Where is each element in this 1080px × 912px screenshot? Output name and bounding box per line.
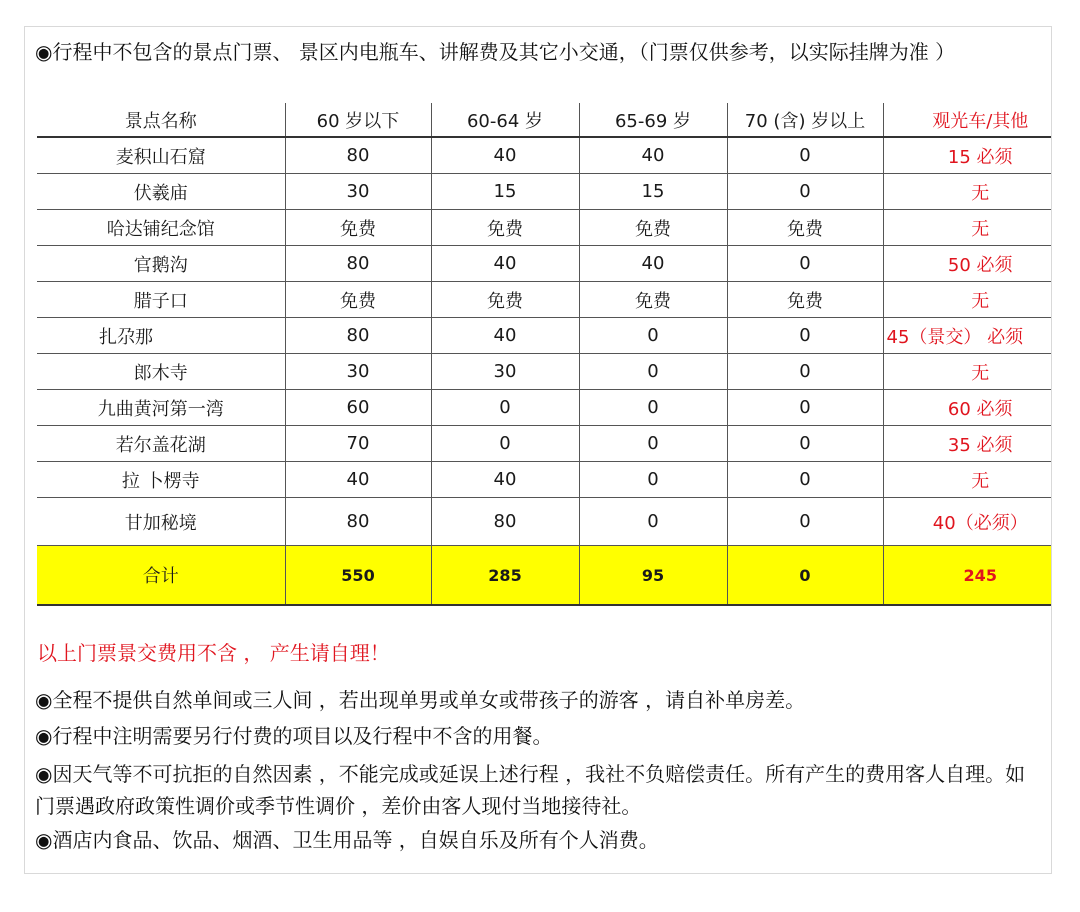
total-70-plus: 0 [727, 546, 883, 606]
price-cell: 80 [285, 246, 431, 282]
price-cell: 0 [727, 137, 883, 174]
total-label: 合计 [37, 546, 285, 606]
shuttle-cell: 50 必须 [883, 246, 1052, 282]
table-row [37, 390, 1052, 426]
header-shuttle-other: 观光车/其他 [883, 103, 1052, 137]
exclusions-intro: ◉行程中不包含的景点门票、 景区内电瓶车、讲解费及其它小交通，（门票仅供参考，以实际挂牌为准 ） [35, 40, 956, 64]
total-row [37, 546, 1052, 606]
table-row [37, 318, 1052, 354]
total-shuttle: 245 [883, 546, 1052, 606]
price-cell: 15 [579, 174, 727, 210]
attraction-name: 扎尕那 [37, 318, 285, 354]
table-row [37, 426, 1052, 462]
table-row [37, 462, 1052, 498]
header-70-plus: 70 (含) 岁以上 [727, 103, 883, 137]
note-item: ◉全程不提供自然单间或三人间 ，若出现单男或单女或带孩子的游客 ，请自补单房差。 [35, 688, 806, 712]
note-item: ◉因天气等不可抗拒的自然因素 ，不能完成或延误上述行程 ，我社不负赔偿责任。所有产生的费用客人自理。如门票遇政府政策性调价或季节性调价 ，差价由客人现付当地接待社。 [35, 762, 1026, 818]
price-cell: 0 [727, 498, 883, 546]
shuttle-cell: 45（景交） 必须 [883, 318, 1052, 354]
table-row [37, 282, 1052, 318]
price-cell: 免费 [285, 282, 431, 318]
price-cell: 免费 [727, 210, 883, 246]
shuttle-cell: 无 [883, 210, 1052, 246]
total-60-64: 285 [431, 546, 579, 606]
shuttle-cell: 60 必须 [883, 390, 1052, 426]
table-row [37, 498, 1052, 546]
header-60-64: 60-64 岁 [431, 103, 579, 137]
price-cell: 0 [579, 354, 727, 390]
price-cell: 40 [431, 246, 579, 282]
price-cell: 40 [579, 137, 727, 174]
price-cell: 0 [579, 498, 727, 546]
attraction-name: 伏羲庙 [37, 174, 285, 210]
price-cell: 免费 [285, 210, 431, 246]
table-row [37, 246, 1052, 282]
shuttle-cell: 35 必须 [883, 426, 1052, 462]
shuttle-cell: 15 必须 [883, 137, 1052, 174]
price-cell: 80 [431, 498, 579, 546]
price-cell: 40 [431, 318, 579, 354]
price-cell: 70 [285, 426, 431, 462]
attraction-name: 若尔盖花湖 [37, 426, 285, 462]
document-frame [24, 26, 1052, 874]
price-cell: 0 [727, 462, 883, 498]
table-row [37, 354, 1052, 390]
price-cell: 0 [727, 318, 883, 354]
price-cell: 40 [285, 462, 431, 498]
note-item: ◉酒店内食品、饮品、烟酒、卫生用品等 ，自娱自乐及所有个人消费。 [35, 828, 659, 852]
table-row [37, 210, 1052, 246]
price-cell: 0 [579, 318, 727, 354]
shuttle-cell: 无 [883, 462, 1052, 498]
price-cell: 0 [727, 426, 883, 462]
price-cell: 0 [579, 462, 727, 498]
shuttle-cell: 40（必须） [883, 498, 1052, 546]
shuttle-cell: 无 [883, 354, 1052, 390]
price-cell: 0 [727, 246, 883, 282]
price-cell: 0 [579, 390, 727, 426]
table-header-row [37, 103, 1052, 137]
price-cell: 免费 [579, 282, 727, 318]
price-cell: 0 [727, 354, 883, 390]
shuttle-cell: 无 [883, 282, 1052, 318]
attraction-name: 九曲黄河第一湾 [37, 390, 285, 426]
attraction-name: 官鹅沟 [37, 246, 285, 282]
total-under-60: 550 [285, 546, 431, 606]
attraction-name: 腊子口 [37, 282, 285, 318]
shuttle-cell: 无 [883, 174, 1052, 210]
price-cell: 30 [431, 354, 579, 390]
price-cell: 40 [579, 246, 727, 282]
price-cell: 免费 [727, 282, 883, 318]
attraction-name: 甘加秘境 [37, 498, 285, 546]
price-cell: 30 [285, 174, 431, 210]
price-cell: 40 [431, 137, 579, 174]
notes-list [35, 682, 1045, 858]
price-cell: 60 [285, 390, 431, 426]
price-cell: 80 [285, 137, 431, 174]
attraction-name: 拉 卜楞寺 [37, 462, 285, 498]
price-cell: 免费 [431, 210, 579, 246]
price-cell: 30 [285, 354, 431, 390]
price-cell: 0 [431, 426, 579, 462]
attraction-name: 哈达铺纪念馆 [37, 210, 285, 246]
price-cell: 0 [579, 426, 727, 462]
note-item: ◉行程中注明需要另行付费的项目以及行程中不含的用餐。 [35, 724, 553, 748]
header-under-60: 60 岁以下 [285, 103, 431, 137]
price-cell: 免费 [431, 282, 579, 318]
price-cell: 80 [285, 318, 431, 354]
price-cell: 免费 [579, 210, 727, 246]
header-attraction: 景点名称 [37, 103, 285, 137]
total-65-69: 95 [579, 546, 727, 606]
attraction-name: 郎木寺 [37, 354, 285, 390]
table-row [37, 137, 1052, 174]
header-65-69: 65-69 岁 [579, 103, 727, 137]
fee-note: 以上门票景交费用不含 ， 产生请自理！ [37, 641, 390, 665]
price-cell: 80 [285, 498, 431, 546]
price-cell: 15 [431, 174, 579, 210]
table-row [37, 174, 1052, 210]
attraction-name: 麦积山石窟 [37, 137, 285, 174]
price-cell: 0 [727, 174, 883, 210]
price-cell: 0 [431, 390, 579, 426]
ticket-fee-table [37, 103, 1052, 606]
price-cell: 40 [431, 462, 579, 498]
price-cell: 0 [727, 390, 883, 426]
